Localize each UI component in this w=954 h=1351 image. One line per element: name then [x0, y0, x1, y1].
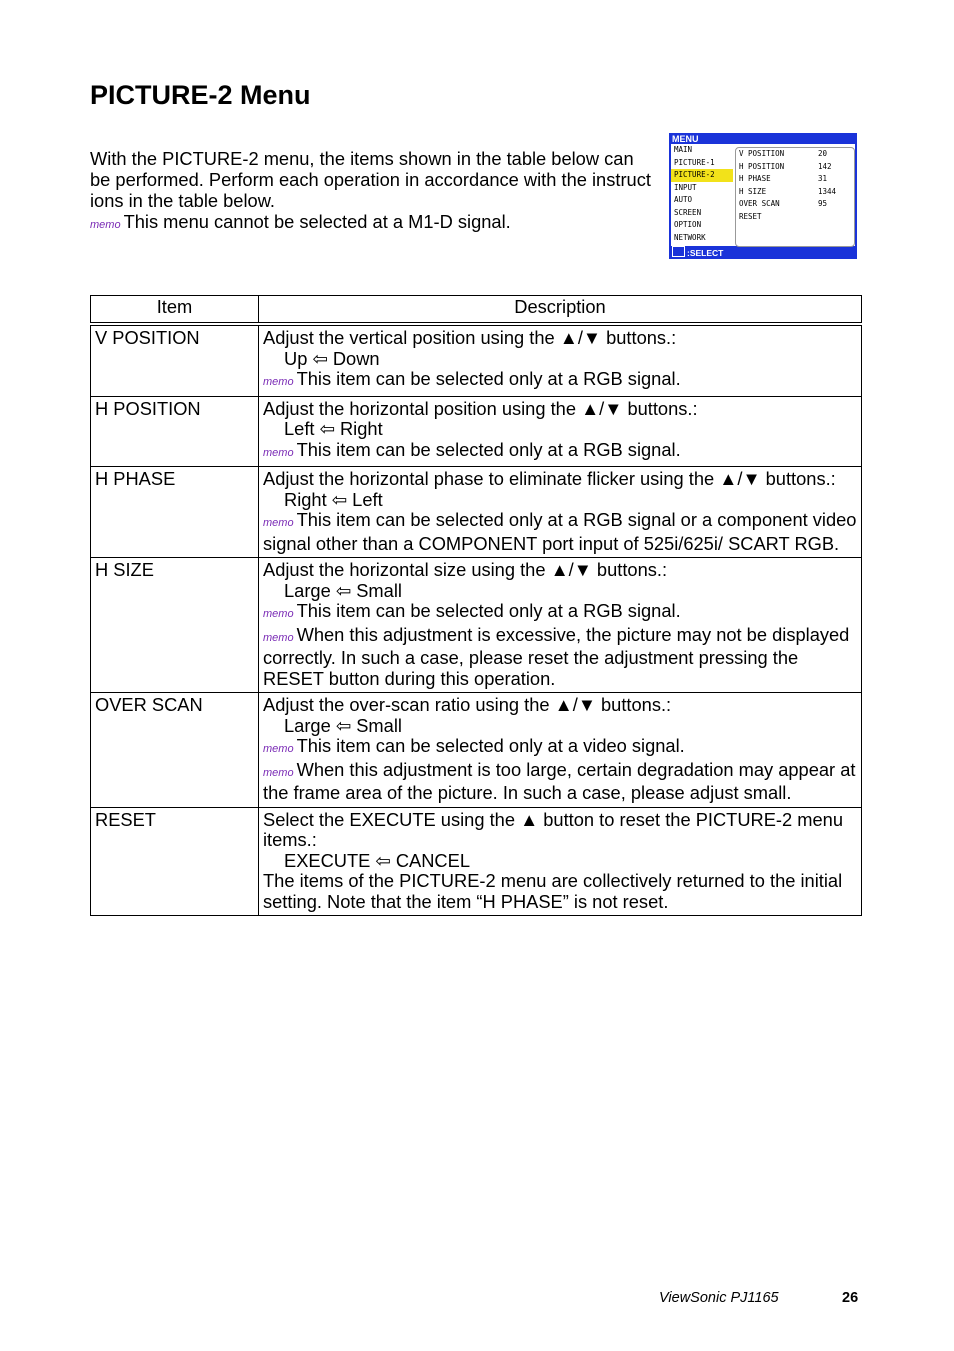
memo-label: memo: [263, 446, 294, 459]
item-cell: H SIZE: [91, 558, 259, 693]
osd-settings-panel: [735, 147, 855, 247]
osd-setting-name: V POSITION: [739, 149, 785, 158]
description-text: Adjust the vertical position using the ▲/▼ buttons.:: [263, 327, 677, 348]
osd-setting-name: H POSITION: [739, 161, 785, 171]
adjust-range: Up ⇦ Down: [284, 347, 380, 369]
memo-label: memo: [263, 631, 294, 644]
memo-text: This item can be selected only at a RGB signal.: [296, 600, 681, 621]
table-row: [91, 558, 862, 693]
memo-label: memo: [263, 608, 294, 620]
reset-note: The items of the PICTURE-2 menu are collectively returned to the initial setting. Note that the item “H PHASE” is not reset.: [263, 870, 843, 912]
osd-setting-name: RESET: [739, 211, 762, 221]
table-row: [91, 693, 862, 808]
osd-menu-item: PICTURE-2: [671, 169, 733, 182]
osd-menu-item: INPUT: [674, 182, 697, 192]
description-cell: [259, 558, 862, 693]
item-cell: H POSITION: [91, 396, 259, 467]
osd-setting-row: [736, 186, 854, 199]
intro-text: With the PICTURE-2 menu, the items shown in the table below can be performed. Perform each operation in accordance with the instruct ions in the table below.: [90, 148, 651, 211]
intro-section: [90, 148, 655, 236]
memo-note: [263, 369, 857, 393]
memo-label: memo: [90, 219, 121, 231]
osd-setting-value: 1344: [818, 186, 837, 196]
adjust-range: Large ⇦ Small: [284, 579, 402, 601]
osd-setting-value: 95: [818, 199, 828, 208]
osd-menu-item: OPTION: [674, 220, 702, 229]
description-text: Adjust the horizontal size using the ▲/▼ buttons.:: [263, 559, 668, 580]
osd-menu-item: AUTO: [674, 195, 693, 204]
osd-setting-name: H PHASE: [739, 174, 771, 183]
table-body: [91, 324, 862, 916]
description-cell: [259, 467, 862, 558]
description-text: Adjust the horizontal phase to eliminate flicker using the ▲/▼ buttons.:: [263, 468, 836, 489]
memo-text: This item can be selected only at a RGB signal or a component video signal other than a COMPONENT port input of 525i/625i/ SCART RGB.: [263, 509, 857, 554]
description-cell: [259, 324, 862, 396]
intro-memo: [90, 211, 655, 236]
memo-label: memo: [263, 517, 294, 529]
osd-menu-screenshot: [669, 133, 857, 259]
memo-note: [263, 625, 857, 690]
osd-setting-row: [736, 148, 854, 161]
description-cell: [259, 693, 862, 808]
memo-text: This item can be selected only at a RGB signal.: [296, 368, 681, 389]
osd-menu-item: PICTURE-1: [674, 157, 715, 167]
description-text: Adjust the over-scan ratio using the ▲/▼ buttons.:: [263, 694, 672, 715]
osd-menu-item: MAIN: [674, 145, 693, 154]
memo-note: [263, 440, 857, 464]
item-column-header: Item: [91, 296, 259, 325]
page-title: PICTURE-2 Menu: [90, 80, 311, 110]
item-cell: RESET: [91, 807, 259, 916]
footer-brand: ViewSonic PJ1165: [659, 1290, 779, 1306]
osd-setting-value: 31: [818, 174, 828, 183]
memo-note: [263, 760, 857, 804]
item-cell: OVER SCAN: [91, 693, 259, 808]
osd-footer: [672, 246, 723, 258]
page-number: 26: [842, 1290, 859, 1306]
adjust-range: Large ⇦ Small: [284, 714, 402, 736]
osd-body: [671, 144, 855, 246]
osd-footer-label: :SELECT: [687, 248, 724, 258]
intro-memo-text: This menu cannot be selected at a M1-D signal.: [123, 211, 511, 232]
table-row: [91, 807, 862, 916]
description-text: Adjust the horizontal position using the ▲/▼ buttons.:: [263, 397, 698, 419]
memo-text: When this adjustment is too large, certain degradation may appear at the frame area of the picture. In such a case, please adjust small.: [263, 758, 856, 803]
description-text: Select the EXECUTE using the ▲ button to reset the PICTURE-2 menu items.:: [263, 808, 844, 850]
adjust-range: Right ⇦ Left: [284, 488, 383, 510]
description-cell: [259, 396, 862, 467]
osd-setting-row: [736, 161, 854, 174]
memo-text: This item can be selected only at a video signal.: [296, 735, 685, 756]
table-row: [91, 324, 862, 396]
item-cell: H PHASE: [91, 467, 259, 558]
osd-setting-name: H SIZE: [739, 186, 767, 196]
table-row: [91, 396, 862, 467]
osd-setting-value: 20: [818, 149, 828, 158]
adjust-range: EXECUTE ⇦ CANCEL: [284, 849, 470, 871]
description-column-header: Description: [259, 296, 862, 325]
osd-menu-item: SCREEN: [674, 207, 702, 217]
description-cell: [259, 807, 862, 916]
memo-text: This item can be selected only at a RGB signal.: [296, 438, 681, 460]
osd-setting-value: 142: [818, 161, 832, 171]
osd-menu-item: NETWORK: [674, 232, 706, 242]
item-cell: V POSITION: [91, 324, 259, 396]
picture2-table: [90, 295, 862, 916]
memo-label: memo: [263, 743, 294, 755]
memo-note: [263, 510, 857, 554]
osd-setting-row: [736, 211, 854, 224]
adjust-range: Left ⇦ Right: [284, 418, 383, 439]
table-row: [91, 467, 862, 558]
osd-setting-row: [736, 173, 854, 186]
select-icon: [672, 246, 685, 257]
memo-note: [263, 736, 857, 760]
osd-header: MENU: [672, 134, 699, 144]
table-header-row: [91, 296, 862, 325]
memo-label: memo: [263, 766, 294, 779]
memo-note: [263, 601, 857, 625]
osd-menu-list: [671, 144, 733, 244]
memo-label: memo: [263, 376, 294, 388]
memo-text: When this adjustment is excessive, the picture may not be displayed correctly. In such a case, please reset the adjustment pressing the RESET button during this operation.: [263, 623, 850, 689]
osd-setting-row: [736, 198, 854, 211]
osd-setting-name: OVER SCAN: [739, 199, 780, 208]
